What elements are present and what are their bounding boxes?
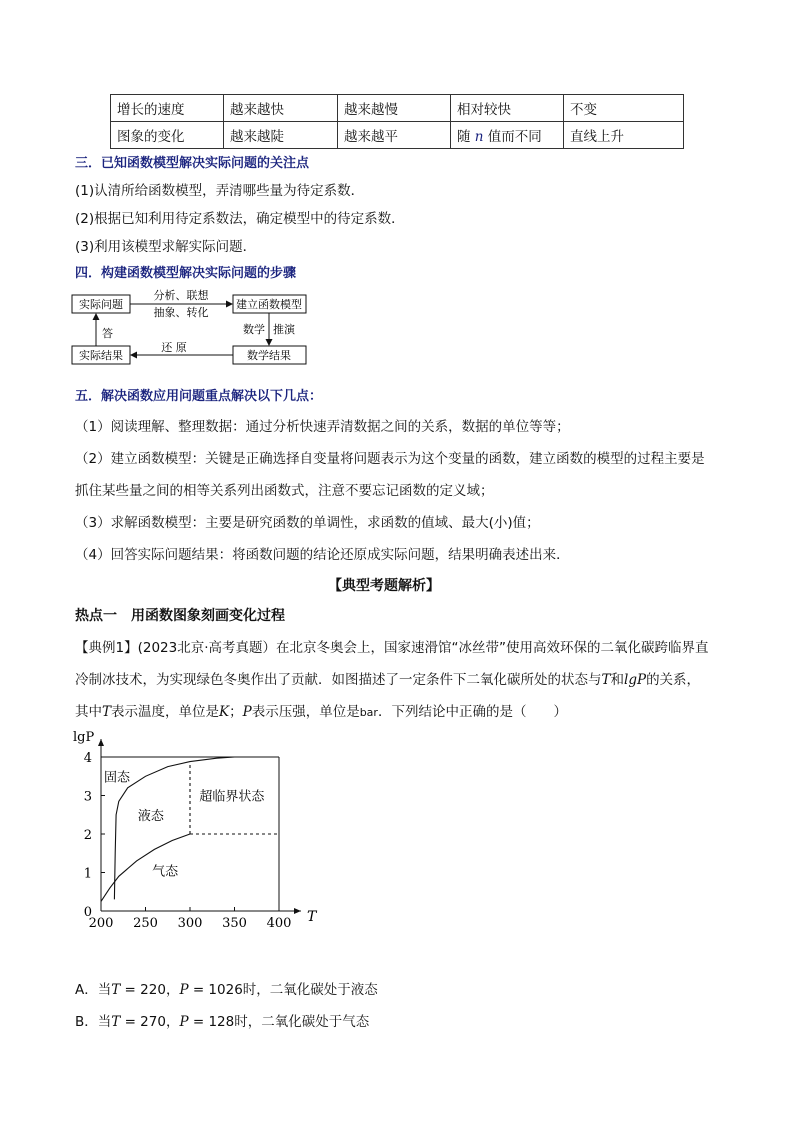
y-tick-label: 0 [83, 905, 92, 920]
section-3-item-2: (2)根据已知利用待定系数法，确定模型中的待定系数． [75, 211, 405, 227]
text: 其中 [75, 704, 102, 720]
table-cell: 图象的变化 [111, 122, 224, 149]
section-5-item-3: （3）求解函数模型：主要是研究函数的单调性，求函数的值域、最大(小)值； [75, 515, 540, 531]
flow-arrow-derive-label-1: 数学 [243, 323, 265, 336]
x-axis-arrow [294, 908, 301, 914]
example-line-3 [75, 700, 567, 720]
variable-n: n [474, 129, 484, 145]
y-tick-label: 3 [83, 789, 92, 805]
x-tick-label: 400 [266, 916, 292, 931]
y-axis-arrow [98, 739, 104, 746]
unit-bar: bar [359, 706, 378, 719]
table-cell: 相对较快 [451, 95, 564, 122]
text: ．下列结论中正确的是（ ） [377, 704, 567, 720]
section-3-title: 三．已知函数模型解决实际问题的关注点 [75, 156, 310, 171]
table-cell: 增长的速度 [111, 95, 224, 122]
section-5-item-2: （2）建立函数模型：关键是正确选择自变量将问题表示为这个变量的函数，建立函数的模型的过程主要是 [75, 451, 705, 467]
option-b[interactable] [75, 1010, 369, 1030]
region-label-3: 超临界状态 [199, 789, 265, 805]
option-b-eq1: = 270 [120, 1014, 166, 1030]
x-tick-label: 250 [133, 916, 158, 931]
section-4-title: 四．构建函数模型解决实际问题的步骤 [75, 266, 297, 281]
table-cell: 越来越平 [338, 122, 451, 149]
option-a-prefix: A．当 [75, 982, 112, 998]
cell-text: 随 [457, 129, 475, 145]
section-5-item-2-cont: 抓住某些量之间的相等关系列出函数式，注意不要忘记函数的定义域； [75, 483, 494, 499]
var-lgP: lgP [624, 672, 647, 688]
text: 表示温度，单位是 [111, 704, 220, 720]
y-tick-label: 2 [83, 828, 92, 843]
option-a[interactable] [75, 978, 378, 998]
flow-box-build-model-label: 建立函数模型 [236, 298, 302, 311]
phase-diagram-chart [70, 725, 330, 940]
option-b-prefix: B．当 [75, 1014, 112, 1030]
var-T: T [102, 704, 112, 720]
text: 冷制冰技术，为实现绿色冬奥作出了贡献．如图描述了一定条件下二氧化碳所处的状态与 [75, 672, 602, 688]
table-row [111, 95, 684, 122]
x-tick-label: 200 [88, 916, 114, 931]
flow-box-real-result-label: 实际结果 [79, 349, 123, 362]
option-b-eq2: = 128时，二氧化碳处于气态 [188, 1014, 370, 1030]
flow-arrow-restore-label: 还 原 [161, 341, 187, 354]
example-line-1: 【典例1】(2023北京·高考真题）在北京冬奥会上，国家速滑馆“冰丝带”使用高效环保的二氧化碳跨临界直 [75, 640, 709, 656]
var-P: P [179, 1014, 189, 1030]
section-5-title: 五．解决函数应用问题重点解决以下几点： [75, 389, 323, 404]
cell-text: 值而不同 [483, 129, 542, 145]
text: 的关系， [646, 672, 701, 688]
y-tick-label: 1 [83, 866, 92, 882]
region-label-2: 液态 [137, 808, 164, 824]
section-3-item-1: (1)认清所给函数模型，弄清哪些量为待定系数． [75, 183, 365, 199]
var-T: T [111, 982, 121, 998]
x-tick-label: 350 [222, 916, 247, 931]
section-5-item-1: （1）阅读理解、整理数据：通过分析快速弄清数据之间的关系，数据的单位等等； [75, 419, 570, 435]
table-cell: 直线上升 [564, 122, 684, 149]
growth-comparison-table [110, 94, 684, 149]
text: 和 [610, 672, 625, 688]
flow-arrow-analyze-label-1: 分析、联想 [153, 289, 209, 302]
var-P: P [179, 982, 189, 998]
y-tick-label: 4 [83, 751, 92, 766]
flow-arrow-analyze-label-2: 抽象、转化 [153, 306, 209, 319]
section-5-item-4: （4）回答实际问题结果：将函数问题的结论还原成实际问题，结果明确表述出来． [75, 547, 570, 563]
analysis-title: 【典型考题解析】 [328, 578, 440, 594]
region-label-1: 固态 [104, 770, 131, 786]
y-axis-label: lgP [73, 730, 95, 745]
table-cell: 越来越陡 [224, 122, 338, 149]
section-3-item-3: (3)利用该模型求解实际问题． [75, 239, 257, 255]
table-cell [451, 122, 564, 149]
option-a-eq2: = 1026时，二氧化碳处于液态 [188, 982, 378, 998]
var-T: T [601, 672, 611, 688]
x-axis-label: T [307, 909, 317, 925]
table-row [111, 122, 684, 149]
table-cell: 越来越慢 [338, 95, 451, 122]
region-label-4: 气态 [152, 864, 179, 880]
flow-box-real-problem-label: 实际问题 [79, 298, 123, 311]
option-b-sep: ， [165, 1014, 180, 1030]
unit-K: K [219, 704, 230, 720]
flow-box-math-result-label: 数学结果 [247, 349, 291, 362]
flow-arrow-derive-label-2: 推演 [273, 323, 295, 336]
flow-arrow-answer-label: 答 [102, 327, 113, 340]
var-P: P [242, 704, 252, 720]
text: 表示压强，单位是 [251, 704, 360, 720]
text: ； [229, 704, 243, 720]
modeling-flow-diagram [70, 288, 315, 370]
var-T: T [111, 1014, 121, 1030]
option-a-eq1: = 220 [120, 982, 166, 998]
hotspot-title: 热点一 用函数图象刻画变化过程 [75, 608, 285, 624]
example-line-2 [75, 668, 700, 688]
table-cell: 不变 [564, 95, 684, 122]
x-tick-label: 300 [177, 916, 203, 931]
table-cell: 越来越快 [224, 95, 338, 122]
option-a-sep: ， [165, 982, 180, 998]
